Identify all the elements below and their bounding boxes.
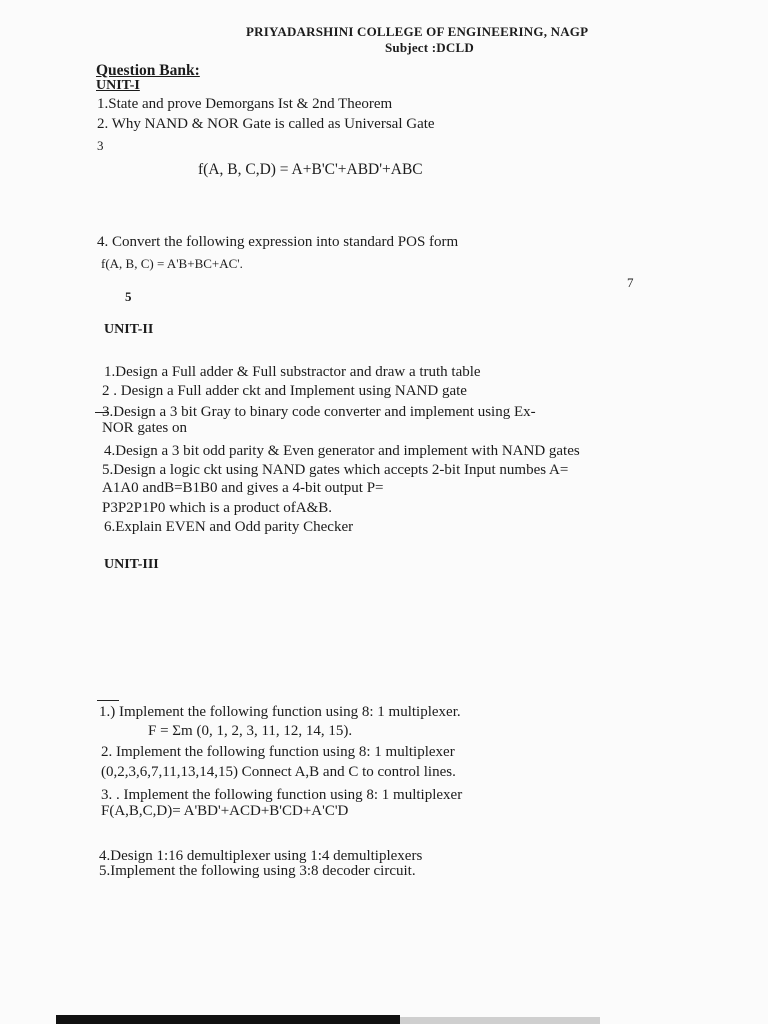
unit-2-question-3-line-1: 3.Design a 3 bit Gray to binary code converter and implement using Ex- <box>102 404 536 420</box>
unit-2-question-6: 6.Explain EVEN and Odd parity Checker <box>104 519 354 535</box>
unit-3-question-3-line-1: 3. . Implement the following function using 8: 1 multiplexer <box>101 787 463 803</box>
unit-1-question-4: 4. Convert the following expression into standard POS form <box>97 234 459 250</box>
unit-2-question-4: 4.Design a 3 bit odd parity & Even generator and implement with NAND gates <box>104 443 580 459</box>
unit-2-question-1: 1.Design a Full adder & Full substractor and draw a truth table <box>104 364 481 380</box>
unit-3-question-1: 1.) Implement the following function using 8: 1 multiplexer. <box>99 704 461 720</box>
unit-2-question-3-line-2: NOR gates on <box>102 420 187 436</box>
unit-3-question-2-line-1: 2. Implement the following function using 8: 1 multiplexer <box>101 744 455 760</box>
unit-2-question-5-line-1: 5.Design a logic ckt using NAND gates which accepts 2-bit Input numbes A= <box>102 462 569 478</box>
unit-2-question-5-line-3: P3P2P1P0 which is a product ofA&B. <box>102 500 333 516</box>
scan-edge-shadow <box>56 1015 400 1024</box>
overline-mark <box>97 700 119 701</box>
unit-3-question-2-line-2: (0,2,3,6,7,11,13,14,15) Connect A,B and C to control lines. <box>101 764 456 780</box>
unit-2-heading: UNIT-II <box>104 322 154 337</box>
unit-3-heading: UNIT-III <box>104 557 159 572</box>
college-name: PRIYADARSHINI COLLEGE OF ENGINEERING, NAGP <box>246 24 589 39</box>
unit-3-question-1-formula: F = Σm (0, 1, 2, 3, 11, 12, 14, 15). <box>148 723 353 739</box>
unit-1-number-5: 5 <box>125 289 132 304</box>
unit-3-question-3-line-2: F(A,B,C,D)= A'BD'+ACD+B'CD+A'C'D <box>101 803 349 819</box>
subject-line: Subject :DCLD <box>385 40 474 55</box>
unit-1-question-1: 1.State and prove Demorgans Ist & 2nd Theorem <box>97 96 393 112</box>
unit-3-question-4: 4.Design 1:16 demultiplexer using 1:4 demultiplexers <box>99 848 423 864</box>
unit-1-heading: UNIT-I <box>96 78 140 93</box>
page-title: Question Bank: <box>96 62 200 79</box>
unit-1-question-3-formula: f(A, B, C,D) = A+B'C'+ABD'+ABC <box>198 161 423 178</box>
unit-2-question-5-line-2: A1A0 andB=B1B0 and gives a 4-bit output P= <box>102 480 384 496</box>
unit-1-question-4-formula: f(A, B, C) = A'B+BC+AC'. <box>101 256 243 271</box>
scan-edge-shadow-light <box>400 1017 600 1024</box>
unit-1-question-2: 2. Why NAND & NOR Gate is called as Universal Gate <box>97 116 435 132</box>
unit-3-question-5: 5.Implement the following using 3:8 decoder circuit. <box>99 863 416 879</box>
unit-2-question-2: 2 . Design a Full adder ckt and Implement using NAND gate <box>102 383 467 399</box>
unit-1-number-7: 7 <box>627 275 634 290</box>
unit-1-question-3-number: 3 <box>97 138 104 153</box>
